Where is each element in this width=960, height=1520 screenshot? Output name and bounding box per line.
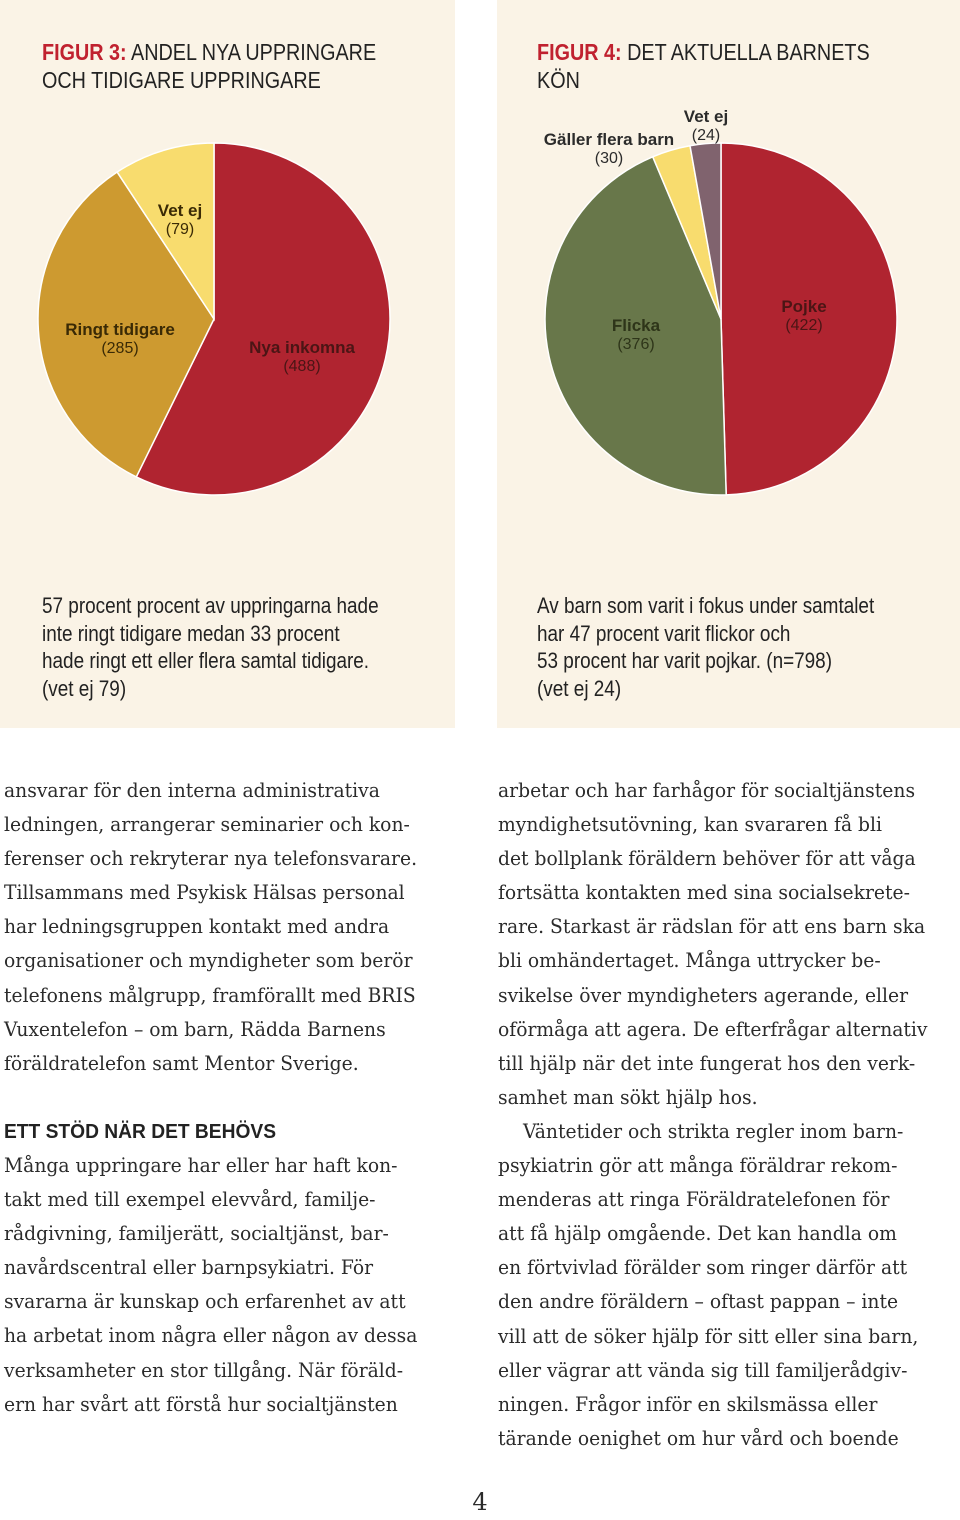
body-line: en förtvivlad förälder som ringer därför att: [498, 1256, 908, 1280]
body-line: arbetar och har farhågor för socialtjänstens: [498, 779, 916, 802]
body-line: svararna är kunskap och erfarenhet av att: [4, 1290, 406, 1314]
body-line: den andre föräldern – oftast pappan – inte: [498, 1290, 899, 1314]
body-line: ningen. Frågor inför en skilsmässa eller: [498, 1392, 878, 1416]
slice-label-vet-ej: Vet ej (24): [683, 107, 729, 144]
body-line: psykiatrin gör att många föräldrar rekom-: [498, 1154, 898, 1178]
figure-4-panel: [497, 0, 960, 728]
body-line: att få hjälp omgående. Det kan handla om: [498, 1222, 897, 1246]
body-line: vill att de söker hjälp för sitt eller sina barn,: [498, 1324, 919, 1348]
body-line: ha arbetat inom några eller någon av dessa: [4, 1324, 418, 1348]
body-line: föräldratelefon samt Mentor Sverige.: [4, 1051, 359, 1075]
body-line: Tillsammans med Psykisk Hälsas personal: [4, 881, 405, 905]
figure-3-title: FIGUR 3: ANDEL NYA UPPRINGARE OCH TIDIGARE UPPRINGARE: [42, 39, 377, 93]
body-line: samhet man sökt hjälp hos.: [498, 1085, 758, 1109]
slice-label-flicka: Flicka (376): [611, 316, 661, 353]
body-line: rådgivning, familjerätt, socialtjänst, bar-: [4, 1222, 389, 1246]
body-line: det bollplank föräldern behöver för att våga: [498, 847, 916, 871]
body-line: oförmåga att agera. De efterfrågar alternativ: [498, 1017, 928, 1041]
body-line: ern har svårt att förstå hur socialtjänsten: [4, 1392, 398, 1416]
figure-3-panel: [0, 0, 455, 728]
body-line: verksamheter en stor tillgång. När föräld-: [4, 1358, 404, 1382]
figure-3-caption: 57 procent procent av uppringarna hade inte ringt tidigare medan 33 procent hade ringt ett eller flera samtal tidigare. (vet ej 79): [42, 593, 379, 701]
body-line: ansvarar för den interna administrativa: [4, 779, 380, 802]
body-line: fortsätta kontakten med sina socialsekrete-: [498, 881, 910, 905]
figure-4-title: FIGUR 4: DET AKTUELLA BARNETS KÖN: [537, 39, 870, 93]
section-heading: ETT STÖD NÄR DET BEHÖVS: [4, 1120, 277, 1143]
body-line: takt med till exempel elevvård, familje-: [4, 1188, 376, 1212]
figure-4-pie-chart: [497, 0, 960, 600]
body-line: telefonens målgrupp, framförallt med BRIS: [4, 983, 416, 1007]
body-line: ferenser och rekryterar nya telefonsvarare.: [4, 847, 418, 871]
slice-label-ringt-tidigare: Ringt tidigare (285): [65, 320, 175, 357]
body-line: myndighetsutövning, kan svararen få bli: [498, 813, 883, 837]
slice-label-galler-flera-barn: Gäller flera barn (30): [543, 130, 675, 167]
figure-3-pie-chart: [0, 0, 455, 600]
body-line: navårdscentral eller barnpsykiatri. För: [4, 1256, 374, 1280]
slice-label-vet-ej: Vet ej (79): [157, 201, 203, 238]
body-line: Vuxentelefon – om barn, Rädda Barnens: [4, 1017, 386, 1041]
slice-label-pojke: Pojke (422): [781, 297, 827, 334]
figure-4-caption: Av barn som varit i fokus under samtalet har 47 procent varit flickor och 53 procent har varit pojkar. (n=798) (vet ej 24): [537, 593, 875, 701]
body-line: menderas att ringa Föräldratelefonen för: [498, 1188, 890, 1212]
body-line: bli omhändertaget. Många uttrycker be-: [498, 949, 881, 973]
page-number: 4: [472, 1488, 488, 1516]
slice-label-nya-inkomna: Nya inkomna (488): [249, 338, 355, 375]
body-line: rare. Starkast är rädslan för att ens barn ska: [498, 915, 926, 939]
body-line: Väntetider och strikta regler inom barn-: [522, 1119, 904, 1143]
body-line: till hjälp när det inte fungerat hos den verk-: [498, 1051, 916, 1075]
body-line: Många uppringare har eller har haft kon-: [4, 1153, 398, 1177]
body-line: organisationer och myndigheter som berör: [4, 949, 413, 973]
body-column-left: [4, 774, 417, 1422]
body-column-right: [498, 774, 927, 1456]
body-line: ledningen, arrangerar seminarier och kon-: [4, 813, 410, 837]
body-line: har ledningsgruppen kontakt med andra: [4, 915, 390, 939]
body-line: eller vägrar att vända sig till familjerådgiv-: [498, 1358, 908, 1382]
body-line: svikelse över myndigheters agerande, eller: [498, 983, 909, 1007]
body-line: tärande oenighet om hur vård och boende: [498, 1426, 899, 1450]
